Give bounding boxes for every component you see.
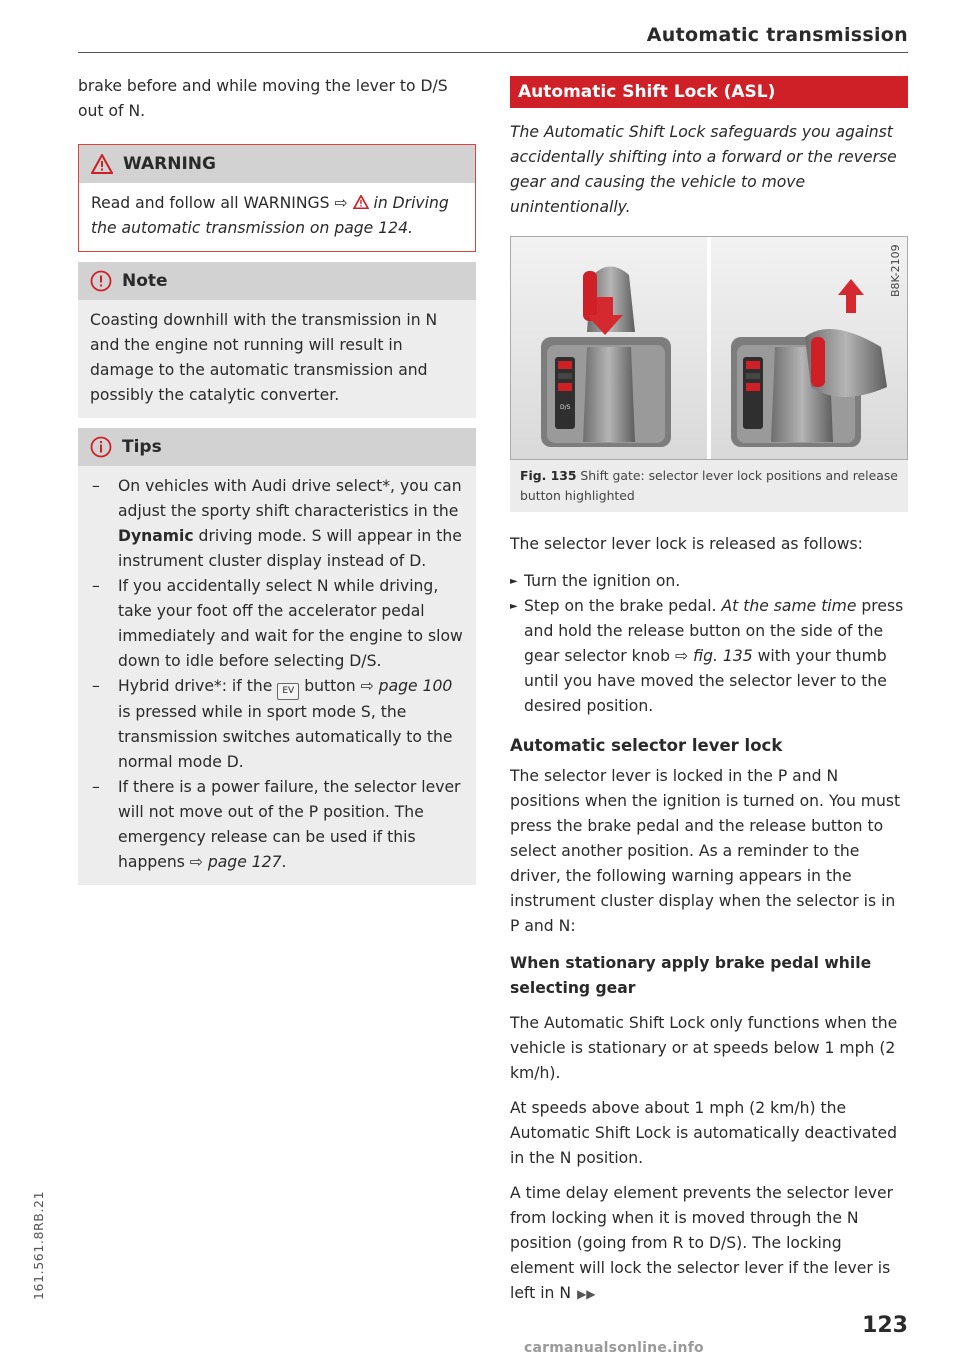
tip-item: – If you accidentally select N while driving, take your foot off the accelerator pedal immediately and wait for the engine to slow down to idle before selecting D/S. [92, 577, 463, 670]
tip-item: – Hybrid drive*: if the EV button ⇨ page 100 is pressed while in sport mode S, the transmission switches automatically to the normal mode D. [92, 677, 453, 771]
warning-inline-triangle-icon [353, 194, 374, 212]
note-exclamation-icon [90, 270, 112, 292]
warning-reference[interactable]: in Driving the automatic transmission on page 124. [91, 194, 449, 237]
warning-text: Read and follow all WARNINGS ⇨ in Driving the automatic transmission on page 124. [91, 194, 449, 237]
figure-shift-gate [510, 236, 908, 460]
warning-triangle-icon [91, 154, 113, 174]
figure-reference[interactable]: fig. 135 [693, 647, 753, 665]
continued-text: brake before and while moving the lever to D/S out of N. [78, 77, 448, 120]
release-steps [510, 569, 908, 719]
side-document-code: 161.561.8RB.21 [31, 1190, 46, 1300]
section-title: Automatic Shift Lock (ASL) [510, 76, 908, 108]
display-message: When stationary apply brake pedal while selecting gear [510, 954, 872, 997]
lock-text: The selector lever is locked in the P and N positions when the ignition is turned on. You must press the brake pedal and the release button to select another position. As a reminder to the driver, the following warning appears in the instrument cluster display when the selector is in P and N: [510, 767, 901, 935]
page-number: 123 [862, 1313, 908, 1338]
subheading: Automatic selector lever lock [510, 736, 783, 755]
warning-header [79, 145, 475, 183]
note-text: Coasting downhill with the transmission in N and the engine not running will result in damage to the automatic transmission and possibly the catalytic converter. [90, 311, 438, 404]
right-column [510, 76, 908, 1307]
running-header: Automatic transmission [646, 24, 908, 46]
page-reference[interactable]: page 100 [378, 677, 453, 695]
continued-arrow-icon: ▶▶ [577, 1287, 596, 1301]
left-column [78, 74, 476, 885]
paragraph: At speeds above about 1 mph (2 km/h) the Automatic Shift Lock is automatically deactivated in the N position. [510, 1099, 897, 1167]
tips-title: Tips [122, 437, 162, 457]
tip-item: – On vehicles with Audi drive select*, you can adjust the sporty shift characteristics in the Dynamic driving mode. S will appear in the instrument cluster display instead of D. [92, 477, 462, 570]
tips-header [78, 428, 476, 466]
watermark: carmanualsonline.info [524, 1340, 704, 1356]
gate-label-ds: D/S [560, 404, 571, 411]
step-item: ► Turn the ignition on. [510, 572, 681, 590]
header-rule [78, 52, 908, 53]
warning-box [78, 144, 476, 252]
paragraph: A time delay element prevents the selector lever from locking when it is moved through the N position (going from R to D/S). The locking element will lock the selector lever if the lever is left in N ▶▶ [510, 1184, 894, 1302]
figure-code: B8K-2109 [889, 244, 902, 297]
figure-caption [510, 460, 908, 512]
tip-item: – If there is a power failure, the selector lever will not move out of the P position. The emergency release can be used if this happens ⇨ page 127. [92, 778, 461, 871]
section-intro: The Automatic Shift Lock safeguards you against accidentally shifting into a forward or the reverse gear and causing the vehicle to move unintentionally. [510, 123, 897, 216]
warning-title: WARNING [123, 154, 216, 174]
note-box [78, 262, 476, 418]
shift-gate-illustration [511, 237, 907, 459]
info-icon [90, 436, 112, 458]
ev-button-icon: EV [277, 683, 299, 700]
paragraph: The Automatic Shift Lock only functions when the vehicle is stationary or at speeds below 1 mph (2 km/h). [510, 1014, 898, 1082]
tips-box [78, 428, 476, 885]
caption-text: Shift gate: selector lever lock positions and release button highlighted [520, 468, 898, 503]
page-reference[interactable]: page 127 [207, 853, 282, 871]
note-title: Note [122, 271, 168, 291]
step-item: ► Step on the brake pedal. At the same time press and hold the release button on the side of the gear selector knob ⇨ fig. 135 with your thumb until you have moved the selector lever to the desired position. [510, 597, 904, 715]
caption-label: Fig. 135 [520, 468, 577, 483]
note-header [78, 262, 476, 300]
release-intro: The selector lever lock is released as follows: [510, 535, 863, 553]
